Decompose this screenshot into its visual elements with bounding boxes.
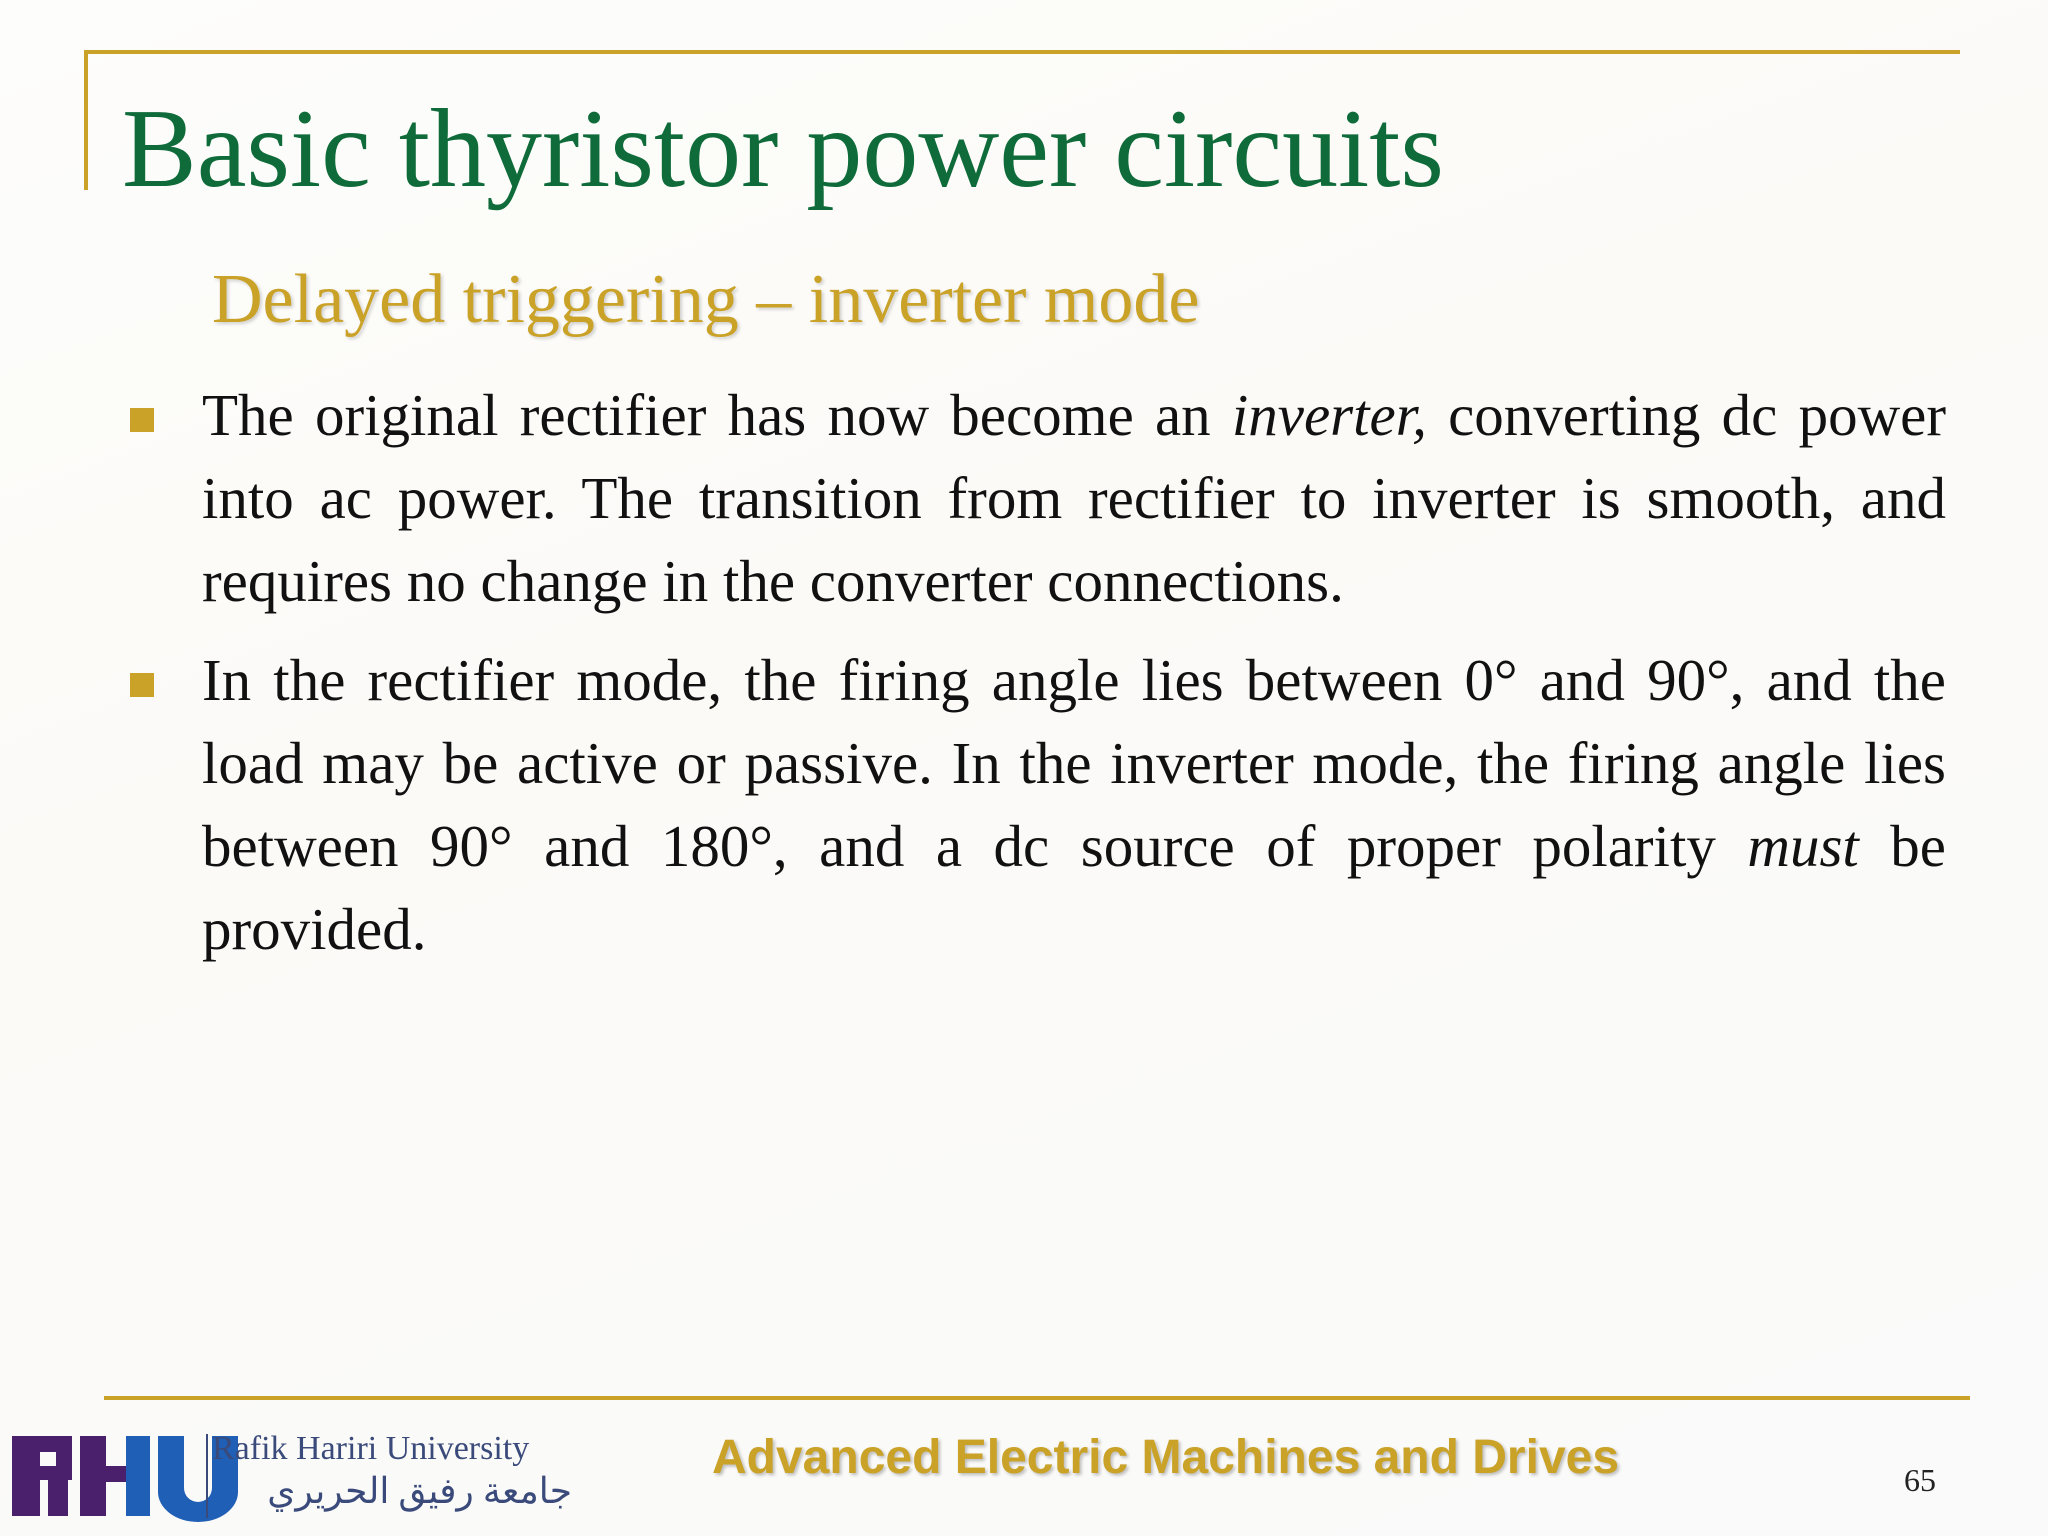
- bullet-text: The original rectifier has now become an: [202, 382, 1232, 448]
- logo-name-arabic: جامعة رفيق الحريري: [267, 1471, 572, 1511]
- bullet-emphasis: inverter,: [1231, 382, 1427, 448]
- slide-title: Basic thyristor power circuits: [122, 87, 1444, 211]
- bullet-text: converting dc power into ac power. The transition from rectifier to inverter is smooth, and requires no change in the converter connections.: [202, 382, 1947, 614]
- bullet-emphasis: must: [1747, 813, 1859, 879]
- bullet-item: [124, 639, 1946, 971]
- top-divider: [84, 50, 1960, 54]
- bullet-text: be provided.: [202, 813, 1946, 962]
- square-bullet-icon: [130, 408, 154, 432]
- bottom-divider: [104, 1396, 1970, 1400]
- bullet-item: [124, 374, 1946, 623]
- bullet-text: In the rectifier mode, the firing angle lies between 0° and 90°, and the load may be active or passive. In the inverter mode, the firing angle lies between 90° and 180°, and a dc source of proper polarity: [202, 647, 1946, 879]
- bullet-list: [124, 374, 1946, 987]
- left-divider: [84, 50, 88, 190]
- square-bullet-icon: [130, 673, 154, 697]
- logo-name-english: Rafik Hariri University: [212, 1430, 530, 1467]
- page-number: 65: [1904, 1462, 1936, 1498]
- slide-subtitle: Delayed triggering – inverter mode: [212, 261, 1200, 338]
- footer-course-title: Advanced Electric Machines and Drives: [712, 1431, 1620, 1484]
